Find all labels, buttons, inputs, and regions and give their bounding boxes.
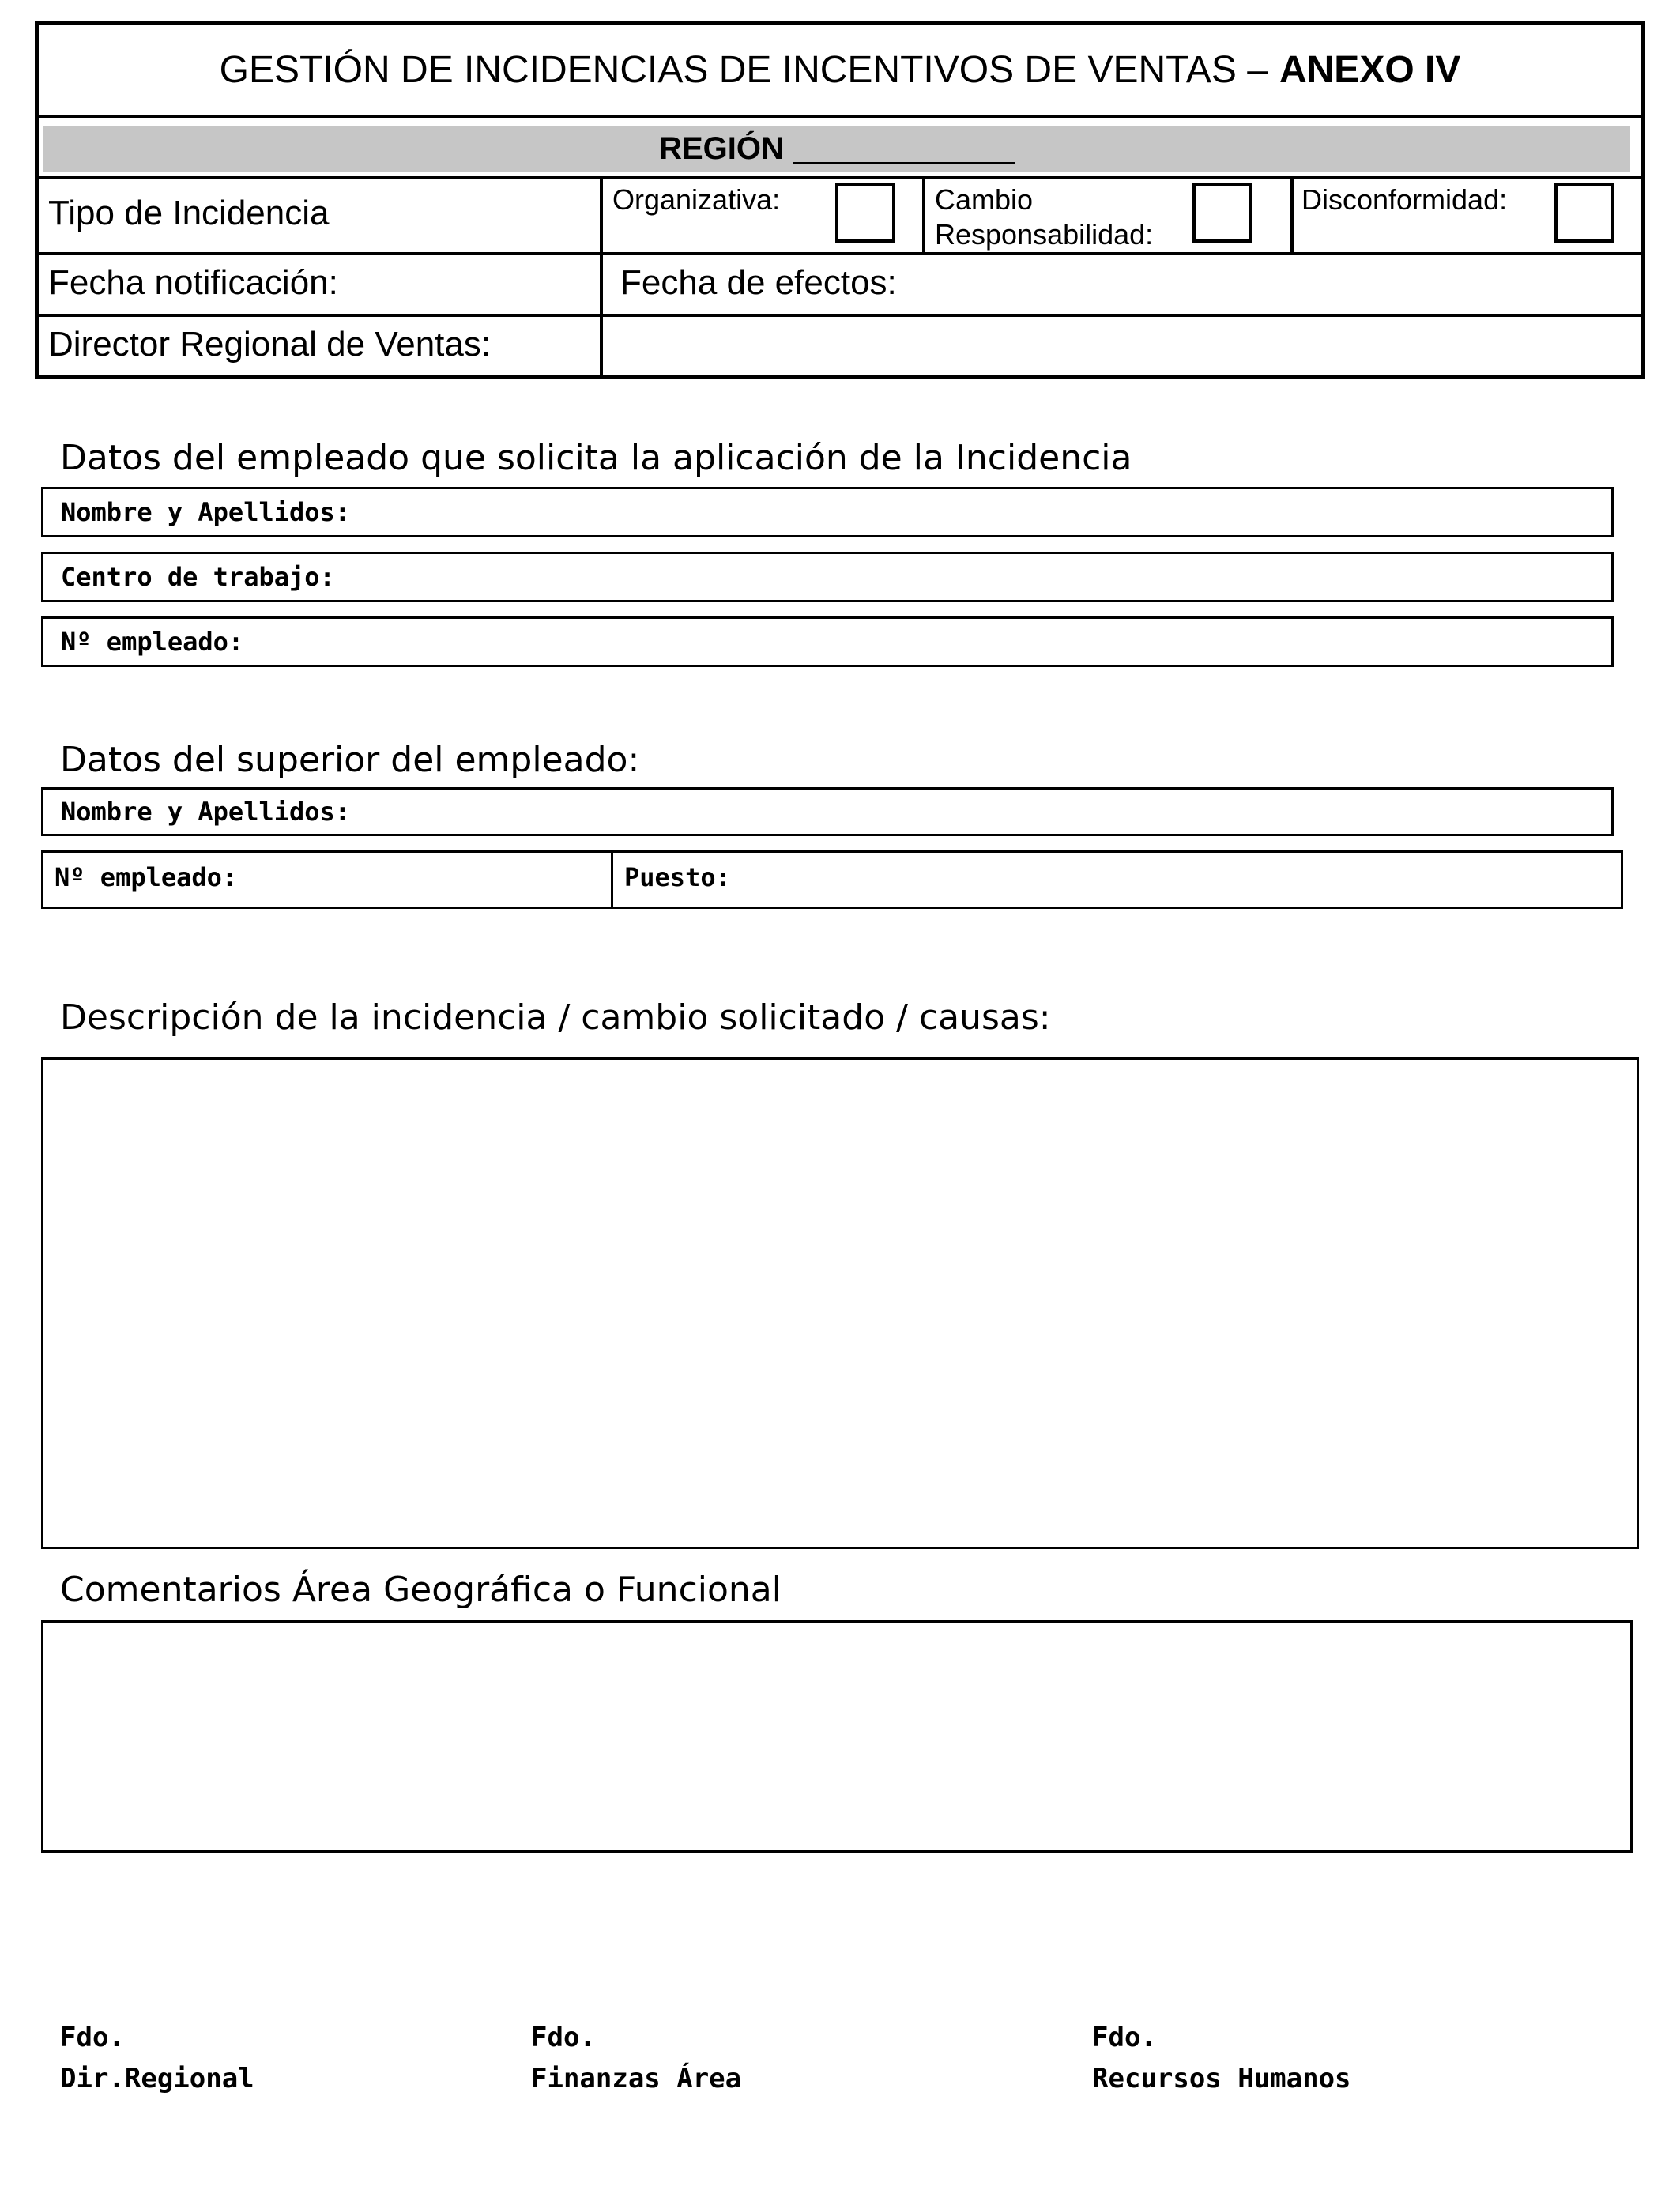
signature-finanzas-area	[531, 2017, 741, 2099]
region-label: REGIÓN	[659, 130, 784, 166]
form-title	[39, 25, 1641, 118]
superior-nombre-field[interactable]	[41, 787, 1614, 836]
organizativa-label: Organizativa:	[612, 183, 781, 216]
empleado-nombre-label: Nombre y Apellidos:	[61, 497, 351, 527]
divider	[600, 178, 603, 375]
header-table	[35, 21, 1645, 379]
divider	[922, 178, 925, 254]
signature-role: Dir.Regional	[60, 2063, 254, 2094]
form-title-annex: ANEXO IV	[1279, 48, 1461, 91]
superior-numero-field[interactable]	[43, 853, 611, 907]
divider	[39, 176, 1641, 179]
signature-recursos-humanos	[1092, 2017, 1351, 2099]
comentarios-section-title: Comentarios Área Geográfica o Funcional	[60, 1570, 782, 1610]
superior-section-title: Datos del superior del empleado:	[60, 740, 640, 780]
divider	[1290, 178, 1294, 254]
signature-fdo: Fdo.	[531, 2022, 596, 2053]
signature-role: Finanzas Área	[531, 2063, 742, 2094]
empleado-numero-label: Nº empleado:	[61, 627, 244, 657]
superior-nombre-label: Nombre y Apellidos:	[61, 797, 351, 827]
signature-dir-regional	[60, 2017, 254, 2099]
organizativa-checkbox[interactable]	[835, 183, 895, 243]
cambio-responsabilidad-label	[935, 183, 1153, 252]
superior-numero-label: Nº empleado:	[55, 862, 238, 892]
fecha-efectos-label: Fecha de efectos:	[620, 263, 897, 302]
signature-fdo: Fdo.	[60, 2022, 125, 2053]
cambio-label-line2: Responsabilidad:	[935, 218, 1154, 251]
empleado-centro-label: Centro de trabajo:	[61, 562, 335, 592]
tipo-incidencia-label: Tipo de Incidencia	[48, 194, 330, 232]
superior-puesto-label: Puesto:	[624, 862, 731, 892]
empleado-numero-field[interactable]	[41, 616, 1614, 667]
director-regional-label: Director Regional de Ventas:	[48, 325, 492, 364]
disconformidad-checkbox[interactable]	[1554, 183, 1614, 243]
comentarios-textarea[interactable]	[41, 1620, 1633, 1853]
signature-role: Recursos Humanos	[1092, 2063, 1351, 2094]
cambio-label-line1: Cambio	[935, 183, 1034, 216]
divider	[39, 252, 1641, 255]
empleado-nombre-field[interactable]	[41, 487, 1614, 537]
empleado-centro-field[interactable]	[41, 552, 1614, 602]
director-regional-field[interactable]	[605, 319, 1638, 375]
divider	[39, 314, 1641, 317]
superior-puesto-field[interactable]	[613, 853, 1621, 907]
descripcion-textarea[interactable]	[41, 1057, 1639, 1549]
descripcion-section-title: Descripción de la incidencia / cambio solicitado / causas:	[60, 997, 1051, 1038]
signature-fdo: Fdo.	[1092, 2022, 1157, 2053]
form-title-regular: GESTIÓN DE INCIDENCIAS DE INCENTIVOS DE VENTAS –	[219, 48, 1268, 91]
cambio-responsabilidad-checkbox[interactable]	[1192, 183, 1252, 243]
region-row	[43, 126, 1630, 172]
superior-row	[41, 850, 1623, 909]
fecha-notificacion-label: Fecha notificación:	[48, 263, 338, 302]
empleado-section-title: Datos del empleado que solicita la aplicación de la Incidencia	[60, 438, 1132, 478]
region-input-line[interactable]	[793, 134, 1015, 164]
disconformidad-label: Disconformidad:	[1301, 183, 1508, 216]
